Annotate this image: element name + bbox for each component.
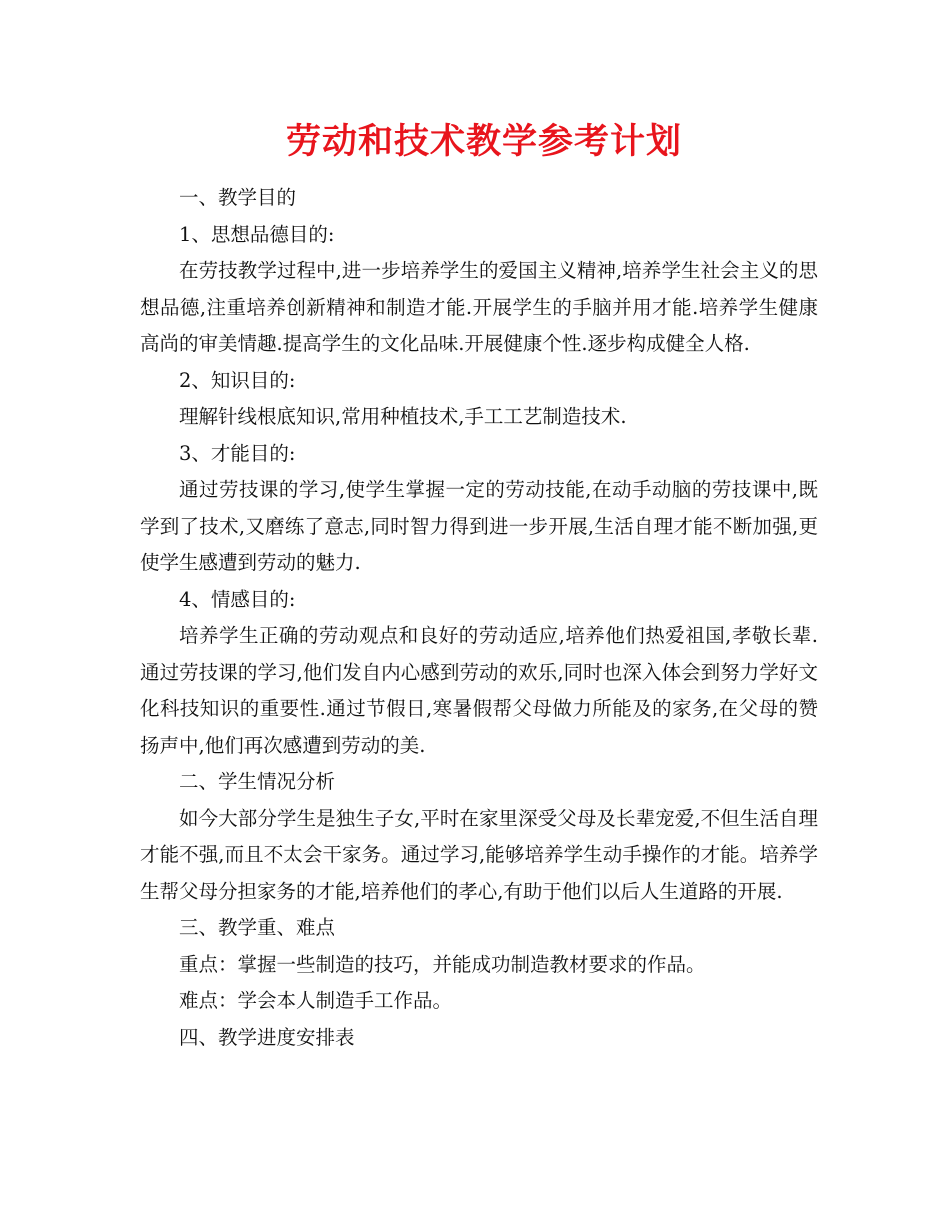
subheading-knowledge-goals: 2、知识目的: [179,368,296,392]
paragraph-difficult-point: 难点：学会本人制造手工作品。 [179,989,453,1012]
paragraph-moral-goals: 在劳技教学过程中,进一步培养学生的爱国主义精神,培养学生社会主义的思想品德,注重培养创新精神和制造才能.开展学生的手脑并用才能.培养学生健康高尚的审美情趣.提高学生的文化品味.开展健康个性.逐步构成健全人格. [140,259,818,355]
section-heading-key-points: 三、教学重、难点 [179,916,336,939]
paragraph-ability-goals: 通过劳技课的学习,使学生掌握一定的劳动技能,在动手动脑的劳技课中,既学到了技术,又磨练了意志,同时智力得到进一步开展,生活自理才能不断加强,更使学生感遭到劳动的魅力. [140,478,818,574]
paragraph-knowledge-goals: 理解针线根底知识,常用种植技术,手工工艺制造技术. [179,405,627,428]
paragraph-key-point: 重点：掌握一些制造的技巧，并能成功制造教材要求的作品。 [179,952,706,976]
subheading-emotion-goals: 4、情感目的: [179,587,296,611]
section-heading-teaching-goals: 一、教学目的 [179,186,297,209]
subheading-ability-goals: 3、才能目的: [179,441,296,465]
document-title: 劳动和技术教学参考计划 [285,122,682,162]
paragraph-emotion-goals: 培养学生正确的劳动观点和良好的劳动适应,培养他们热爱祖国,孝敬长辈.通过劳技课的学习,他们发自内心感到劳动的欢乐,同时也深入体会到努力学好文化科技知识的重要性.通过节假日,寒暑假帮父母做力所能及的家务,在父母的赞扬声中,他们再次感遭到劳动的美. [140,624,818,757]
section-heading-student-analysis: 二、学生情况分析 [179,770,336,793]
subheading-moral-goals: 1、思想品德目的: [179,222,335,246]
document-body [140,180,818,1056]
section-heading-schedule: 四、教学进度安排表 [179,1025,355,1049]
paragraph-student-analysis: 如今大部分学生是独生子女,平时在家里深受父母及长辈宠爱,不但生活自理才能不强,而且不太会干家务。通过学习,能够培养学生动手操作的才能。培养学生帮父母分担家务的才能,培养他们的孝心,有助于他们以后人生道路的开展. [140,806,818,903]
